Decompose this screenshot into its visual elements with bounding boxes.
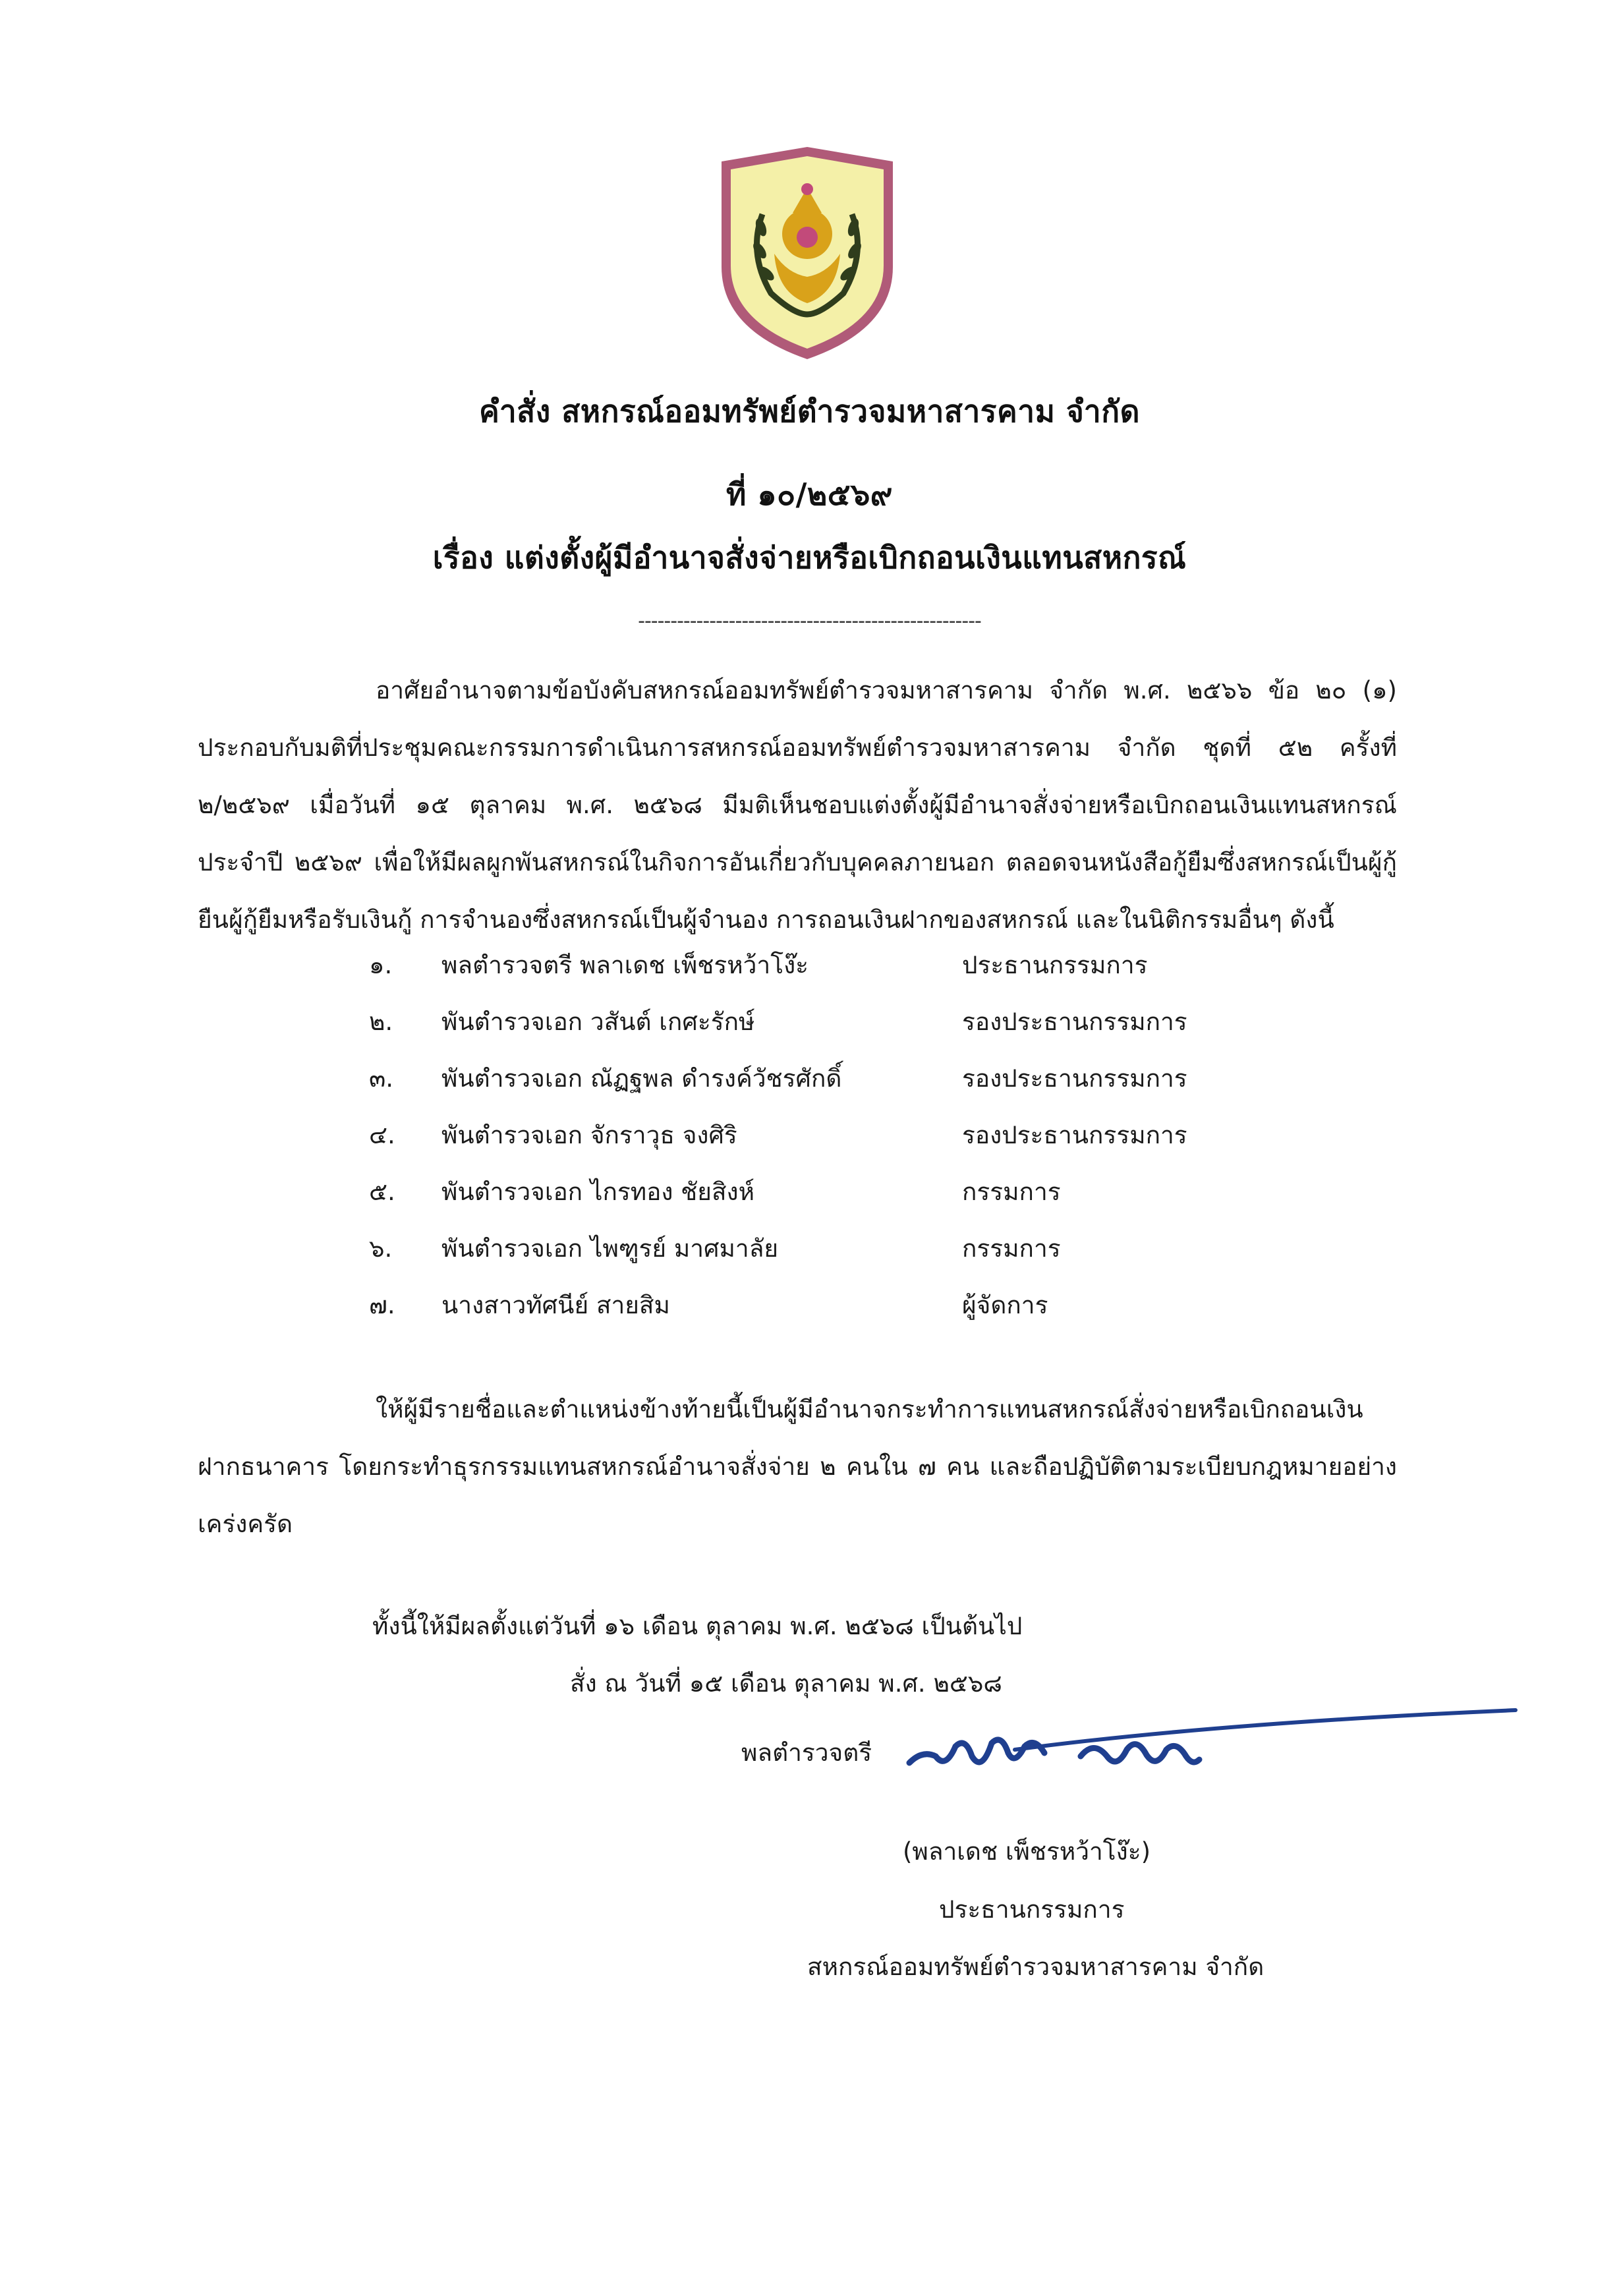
list-item <box>369 1059 1357 1116</box>
appointee-position: รองประธานกรรมการ <box>962 1008 1187 1036</box>
appointee-name: พลตำรวจตรี พลาเดช เพ็ชรหว้าโง๊ะ <box>441 951 809 979</box>
item-number: ๗. <box>369 1291 395 1319</box>
appointee-name: พันตำรวจเอก ไกรทอง ชัยสิงห์ <box>441 1178 755 1206</box>
item-number: ๖. <box>369 1234 393 1263</box>
item-number: ๓. <box>369 1064 394 1093</box>
list-item <box>369 946 1357 1002</box>
appointee-name: พันตำรวจเอก จักราวุธ จงศิริ <box>441 1121 737 1149</box>
paragraph-mandate-text: ให้ผู้มีรายชื่อและตำแหน่งข้างท้ายนี้เป็นผู้มีอำนาจกระทำการแทนสหกรณ์สั่งจ่ายหรือเบิกถอนเงินฝากธนาคาร โดยกระทำธุรกรรมแทนสหกรณ์อำนาจสั่งจ่าย ๒ คนใน ๗ คน และถือปฏิบัติตามระเบียบกฎหมายอย่างเคร่งครัด <box>198 1395 1397 1538</box>
signer-position: ประธานกรรมการ <box>939 1895 1125 1924</box>
appointee-position: ประธานกรรมการ <box>962 951 1148 979</box>
list-item <box>369 1116 1357 1172</box>
paragraph-mandate <box>198 1381 1397 1553</box>
appointee-name: พันตำรวจเอก ไพฑูรย์ มาศมาลัย <box>441 1234 779 1263</box>
appointee-position: กรรมการ <box>962 1178 1061 1206</box>
order-number: ที่ ๑๐/๒๕๖๙ <box>726 476 893 512</box>
list-item <box>369 1286 1357 1342</box>
item-number: ๑. <box>369 951 393 979</box>
appointee-position: รองประธานกรรมการ <box>962 1064 1187 1093</box>
issued-date: สั่ง ณ วันที่ ๑๕ เดือน ตุลาคม พ.ศ. ๒๕๖๘ <box>570 1669 1002 1698</box>
order-heading: คำสั่ง สหกรณ์ออมทรัพย์ตำรวจมหาสารคาม จำกัด <box>479 393 1140 429</box>
paragraph-authority-text: อาศัยอำนาจตามข้อบังคับสหกรณ์ออมทรัพย์ตำรวจมหาสารคาม จำกัด พ.ศ. ๒๕๖๖ ข้อ ๒๐ (๑) ประกอบกับมติที่ประชุมคณะกรรมการดำเนินการสหกรณ์ออมทรัพย์ตำรวจมหาสารคาม จำกัด ชุดที่ ๕๒ ครั้งที่ ๒/๒๕๖๙ เมื่อวันที่ ๑๕ ตุลาคม พ.ศ. ๒๕๖๘ มีมติเห็นชอบแต่งตั้งผู้มีอำนาจสั่งจ่ายหรือเบิกถอนเงินแทนสหกรณ์ ประจำปี ๒๕๖๙ เพื่อให้มีผลผูกพันสหกรณ์ในกิจการอันเกี่ยวกับบุคคลภายนอก ตลอดจนหนังสือกู้ยืมซึ่งสหกรณ์เป็นผู้กู้ยืนผู้กู้ยืมหรือรับเงินกู้ การจำนองซึ่งสหกรณ์เป็นผู้จำนอง การถอนเงินฝากของสหกรณ์ และในนิติกรรมอื่นๆ ดังนี้ <box>198 676 1397 934</box>
paragraph-authority <box>198 662 1397 948</box>
item-number: ๒. <box>369 1008 393 1036</box>
list-item <box>369 1229 1357 1286</box>
signer-name: (พลาเดช เพ็ชรหว้าโง๊ะ) <box>903 1837 1151 1866</box>
item-number: ๕. <box>369 1178 395 1206</box>
separator-line: ----------------------------------------------------- <box>638 610 981 633</box>
appointee-name: พันตำรวจเอก วสันต์ เกศะรักษ์ <box>441 1008 755 1036</box>
cooperative-emblem <box>708 142 906 366</box>
item-number: ๔. <box>369 1121 395 1149</box>
effective-date: ทั้งนี้ให้มีผลตั้งแต่วันที่ ๑๖ เดือน ตุลาคม พ.ศ. ๒๕๖๘ เป็นต้นไป <box>372 1612 1023 1640</box>
appointee-name: นางสาวทัศนีย์ สายสิม <box>441 1291 670 1319</box>
appointee-position: กรรมการ <box>962 1234 1061 1263</box>
order-subject: เรื่อง แต่งตั้งผู้มีอำนาจสั่งจ่ายหรือเบิกถอนเงินแทนสหกรณ์ <box>432 540 1187 575</box>
list-item <box>369 1172 1357 1229</box>
appointee-position: ผู้จัดการ <box>962 1291 1048 1319</box>
signer-rank: พลตำรวจตรี <box>741 1738 872 1767</box>
list-item <box>369 1002 1357 1059</box>
appointee-position: รองประธานกรรมการ <box>962 1121 1187 1149</box>
appointee-list <box>369 946 1357 1342</box>
signer-organization: สหกรณ์ออมทรัพย์ตำรวจมหาสารคาม จำกัด <box>807 1953 1264 1981</box>
appointee-name: พันตำรวจเอก ณัฏฐพล ดำรงค์วัชรศักดิ์ <box>441 1064 842 1093</box>
handwritten-signature <box>883 1684 1542 1789</box>
